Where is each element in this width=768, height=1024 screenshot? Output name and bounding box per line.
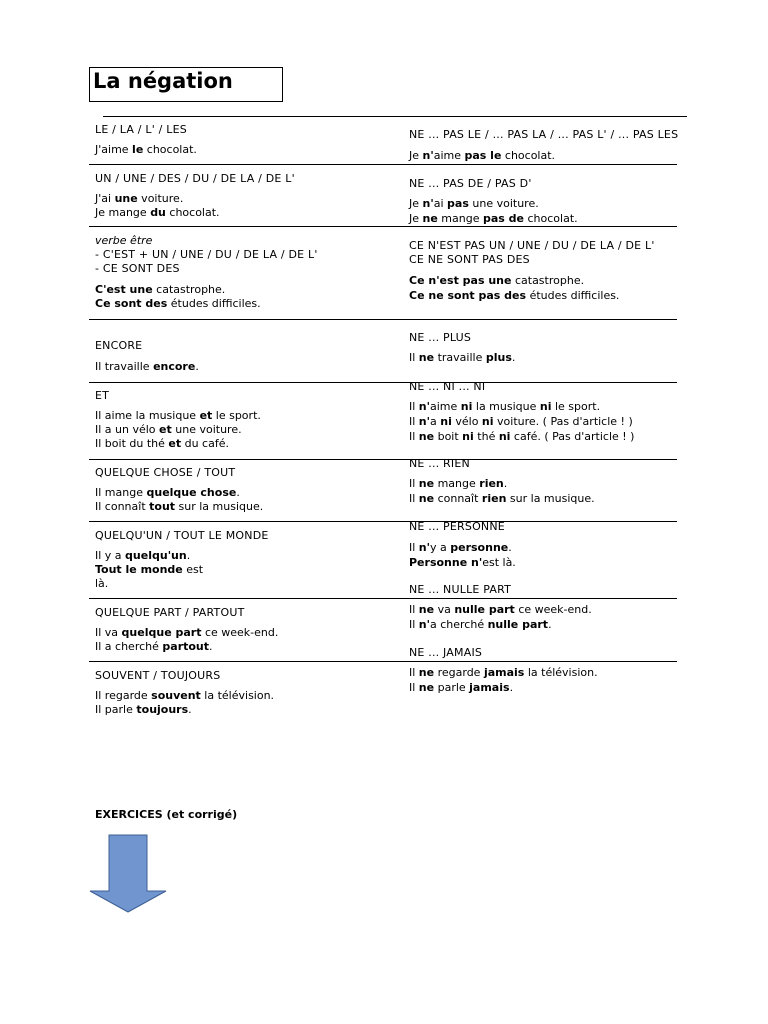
left-subheading: - CE SONT DES (95, 262, 180, 275)
row-divider (89, 164, 677, 165)
top-rule (103, 116, 687, 117)
example-line: Tout le monde est (95, 563, 204, 576)
negation-line: Il ne boit ni thé ni café. ( Pas d'article ! ) (409, 430, 635, 443)
negation-line: Il ne travaille plus. (409, 351, 516, 364)
row-divider (89, 382, 677, 383)
example-line: Il connaît tout sur la musique. (95, 500, 264, 513)
right-heading: CE NE SONT PAS DES (409, 253, 530, 266)
left-heading: QUELQU'UN / TOUT LE MONDE (95, 529, 269, 542)
right-heading: NE ... PERSONNE (409, 520, 505, 533)
left-heading: QUELQUE CHOSE / TOUT (95, 466, 236, 479)
example-line: J'ai une voiture. (95, 192, 184, 205)
example-line: Il travaille encore. (95, 360, 199, 373)
row-divider (89, 459, 677, 460)
example-line: Ce sont des études difficiles. (95, 297, 261, 310)
example-line: Il a un vélo et une voiture. (95, 423, 242, 436)
negation-line: Personne n'est là. (409, 556, 516, 569)
negation-line: Il n'a cherché nulle part. (409, 618, 552, 631)
page-title: La négation (93, 69, 233, 93)
right-heading: NE ... PAS LE / ... PAS LA / ... PAS L' / ... PAS LES (409, 128, 679, 141)
row-divider (89, 226, 677, 227)
example-line: Il regarde souvent la télévision. (95, 689, 275, 702)
example-line: là. (95, 577, 109, 590)
negation-line: Il ne va nulle part ce week-end. (409, 603, 592, 616)
down-arrow-icon (89, 834, 169, 914)
row-divider (89, 319, 677, 320)
example-line: Il a cherché partout. (95, 640, 213, 653)
example-line: Il va quelque part ce week-end. (95, 626, 279, 639)
example-line: Il aime la musique et le sport. (95, 409, 261, 422)
example-line: Il boit du thé et du café. (95, 437, 229, 450)
example-line: Il parle toujours. (95, 703, 192, 716)
right-heading: CE N'EST PAS UN / UNE / DU / DE LA / DE L' (409, 239, 655, 252)
negation-line: Je n'aime pas le chocolat. (409, 149, 556, 162)
negation-line: Il n'a ni vélo ni voiture. ( Pas d'article ! ) (409, 415, 633, 428)
example-line: Il mange quelque chose. (95, 486, 240, 499)
negation-line: Je n'ai pas une voiture. (409, 197, 539, 210)
right-heading: NE ... JAMAIS (409, 646, 483, 659)
example-line: J'aime le chocolat. (95, 143, 197, 156)
row-divider (89, 521, 677, 522)
row-divider (89, 661, 677, 662)
left-heading: UN / UNE / DES / DU / DE LA / DE L' (95, 172, 295, 185)
negation-line: Il ne mange rien. (409, 477, 508, 490)
left-heading: QUELQUE PART / PARTOUT (95, 606, 245, 619)
negation-line: Il n'y a personne. (409, 541, 512, 554)
left-heading: SOUVENT / TOUJOURS (95, 669, 221, 682)
example-line: Je mange du chocolat. (95, 206, 220, 219)
right-heading: NE ... PAS DE / PAS D' (409, 177, 532, 190)
negation-line: Il ne connaît rien sur la musique. (409, 492, 595, 505)
left-heading: ENCORE (95, 339, 143, 352)
left-subheading: - C'EST + UN / UNE / DU / DE LA / DE L' (95, 248, 318, 261)
right-heading: NE ... NI ... NI (409, 380, 486, 393)
left-heading: ET (95, 389, 110, 402)
negation-line: Je ne mange pas de chocolat. (409, 212, 578, 225)
example-line: C'est une catastrophe. (95, 283, 226, 296)
right-heading: NE ... PLUS (409, 331, 472, 344)
negation-line: Ce ne sont pas des études difficiles. (409, 289, 620, 302)
negation-line: Il ne parle jamais. (409, 681, 514, 694)
left-heading: verbe être (95, 234, 153, 247)
right-heading: NE ... NULLE PART (409, 583, 512, 596)
exercises-title: EXERCICES (et corrigé) (95, 808, 238, 821)
row-divider (89, 598, 677, 599)
right-heading: NE ... RIEN (409, 457, 470, 470)
example-line: Il y a quelqu'un. (95, 549, 191, 562)
negation-line: Ce n'est pas une catastrophe. (409, 274, 585, 287)
title-box (89, 67, 283, 102)
left-heading: LE / LA / L' / LES (95, 123, 187, 136)
negation-line: Il n'aime ni la musique ni le sport. (409, 400, 601, 413)
negation-line: Il ne regarde jamais la télévision. (409, 666, 598, 679)
